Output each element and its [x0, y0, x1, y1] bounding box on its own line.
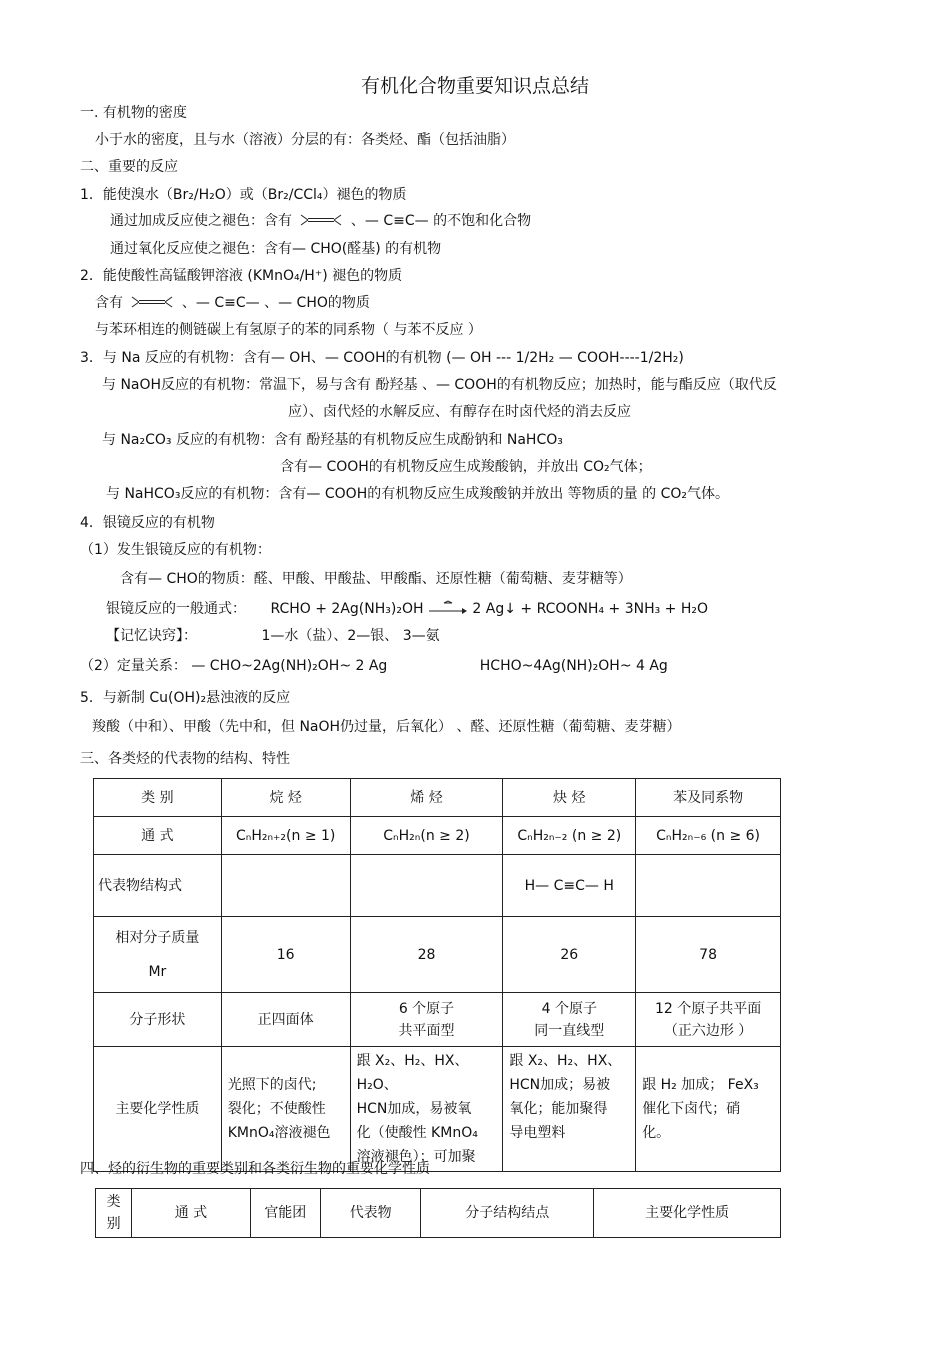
item-3-line-2: 与 NaOH反应的有机物：常温下，易与含有 酚羟基 、— COOH的有机物反应；加热时，能与酯反应（取代反 [102, 377, 777, 393]
table-cell: 26 [503, 917, 636, 993]
derivative-table [95, 1188, 781, 1238]
table-cell [636, 855, 781, 917]
table-cell [221, 855, 350, 917]
item-4-title: 4．银镜反应的有机物 [80, 515, 215, 531]
item-3-line-1: 3．与 Na 反应的有机物：含有— OH、— COOH的有机物 (— OH --- 1/2H₂ — COOH----1/2H₂) [80, 350, 684, 366]
table-cell: 跟 X₂、H₂、HX、 HCN加成；易被 氧化；能加聚得 导电塑料 [503, 1047, 636, 1172]
section-1-text: 小于水的密度，且与水（溶液）分层的有：各类烃、酯（包括油脂） [95, 132, 515, 148]
item-2-title: 2．能使酸性高锰酸钾溶液 (KMnO₄/H⁺) 褪色的物质 [80, 268, 403, 284]
item-4-line-4: 【记忆诀窍】： 1—水（盐）、2—银、 3—氨 [106, 628, 440, 644]
table-row [94, 1047, 781, 1172]
table-cell: 主要化学性质 [94, 1047, 222, 1172]
item-4-line-3: 银镜反应的一般通式： RCHO + 2Ag(NH₃)₂OH 2 Ag↓ + RCOONH₄ + 3NH₃ + H₂O [106, 601, 709, 617]
item-4-line-1: （1）发生银镜反应的有机物： [80, 542, 271, 558]
table-cell: 代表物结构式 [94, 855, 222, 917]
heat-arrow-icon [428, 599, 468, 617]
table-cell: 分子形状 [94, 993, 222, 1047]
item-3-line-5: 含有— COOH的有机物反应生成羧酸钠，并放出 CO₂气体； [280, 459, 652, 475]
double-bond-icon [299, 213, 343, 227]
table-header: 烯 烃 [350, 779, 503, 817]
table-row [94, 817, 781, 855]
table-cell: 12 个原子共平面 （正六边形 ） [636, 993, 781, 1047]
section-1-heading: 一. 有机物的密度 [80, 105, 187, 121]
table-cell: H— C≡C— H [503, 855, 636, 917]
table-cell: 通 式 [94, 817, 222, 855]
table-cell: 16 [221, 917, 350, 993]
table-cell: 28 [350, 917, 503, 993]
item-1-line-2: 通过氧化反应使之褪色：含有— CHO(醛基) 的有机物 [110, 241, 442, 257]
table-cell: 相对分子质量 Mr [94, 917, 222, 993]
table-cell: CₙH₂ₙ₋₆ (n ≥ 6) [636, 817, 781, 855]
item-3-line-3: 应）、卤代烃的水解反应、有醇存在时卤代烃的消去反应 [288, 404, 631, 420]
table-cell: CₙH₂ₙ(n ≥ 2) [350, 817, 503, 855]
section-3-heading: 三、各类烃的代表物的结构、特性 [80, 751, 290, 767]
hydrocarbon-table [93, 778, 781, 1172]
table-header-row [94, 779, 781, 817]
item-5-line-1: 羧酸（中和）、甲酸（先中和，但 NaOH仍过量，后氧化） 、醛、还原性糖（葡萄糖、麦芽糖） [92, 719, 681, 735]
table-header: 官能团 [250, 1189, 320, 1238]
table-row [94, 993, 781, 1047]
table-header: 类 别 [94, 779, 222, 817]
double-bond-icon [130, 295, 174, 309]
table-row [94, 917, 781, 993]
page-title: 有机化合物重要知识点总结 [360, 75, 589, 97]
section-4-heading: 四、烃的衍生物的重要类别和各类衍生物的重要化学性质 [80, 1161, 430, 1177]
table-header: 类 别 [96, 1189, 132, 1238]
section-2-heading: 二、重要的反应 [80, 159, 178, 175]
item-4-line-2: 含有— CHO的物质：醛、甲酸、甲酸盐、甲酸酯、还原性糖（葡萄糖、麦芽糖等） [120, 571, 632, 587]
table-header: 炔 烃 [503, 779, 636, 817]
item-4-line-5: （2）定量关系： — CHO~2Ag(NH)₂OH~ 2 Ag HCHO~4Ag(NH)₂OH~ 4 Ag [80, 658, 668, 674]
table-cell: 正四面体 [221, 993, 350, 1047]
item-1-line-1: 通过加成反应使之褪色：含有 、— C≡C— 的不饱和化合物 [110, 213, 532, 229]
table-header: 通 式 [132, 1189, 251, 1238]
item-1-title: 1．能使溴水（Br₂/H₂O）或（Br₂/CCl₄）褪色的物质 [80, 187, 407, 203]
table-header-row [96, 1189, 781, 1238]
table-cell: 光照下的卤代; 裂化；不使酸性 KMnO₄溶液褪色 [221, 1047, 350, 1172]
table-header: 代表物 [320, 1189, 420, 1238]
item-2-line-2: 与苯环相连的侧链碳上有氢原子的苯的同系物（ 与苯不反应 ） [95, 322, 482, 338]
table-row [94, 855, 781, 917]
table-cell: 4 个原子 同一直线型 [503, 993, 636, 1047]
table-cell: 78 [636, 917, 781, 993]
table-cell: 6 个原子 共平面型 [350, 993, 503, 1047]
table-cell: 跟 X₂、H₂、HX、H₂O、 HCN加成，易被氧 化（使酸性 KMnO₄ 溶液褪色）；可加聚 [350, 1047, 503, 1172]
item-5-title: 5．与新制 Cu(OH)₂悬浊液的反应 [80, 690, 291, 706]
table-header: 烷 烃 [221, 779, 350, 817]
table-header: 主要化学性质 [594, 1189, 781, 1238]
table-cell: CₙH₂ₙ₋₂ (n ≥ 2) [503, 817, 636, 855]
table-cell: CₙH₂ₙ₊₂(n ≥ 1) [221, 817, 350, 855]
table-cell [350, 855, 503, 917]
item-3-line-6: 与 NaHCO₃反应的有机物：含有— COOH的有机物反应生成羧酸钠并放出 等物质的量 的 CO₂气体。 [106, 486, 729, 502]
table-cell: 跟 H₂ 加成； FeX₃ 催化下卤代；硝 化。 [636, 1047, 781, 1172]
item-3-line-4: 与 Na₂CO₃ 反应的有机物：含有 酚羟基的有机物反应生成酚钠和 NaHCO₃ [102, 432, 563, 448]
table-header: 分子结构结点 [421, 1189, 594, 1238]
table-header: 苯及同系物 [636, 779, 781, 817]
item-2-line-1: 含有 、— C≡C— 、— CHO的物质 [95, 295, 370, 311]
